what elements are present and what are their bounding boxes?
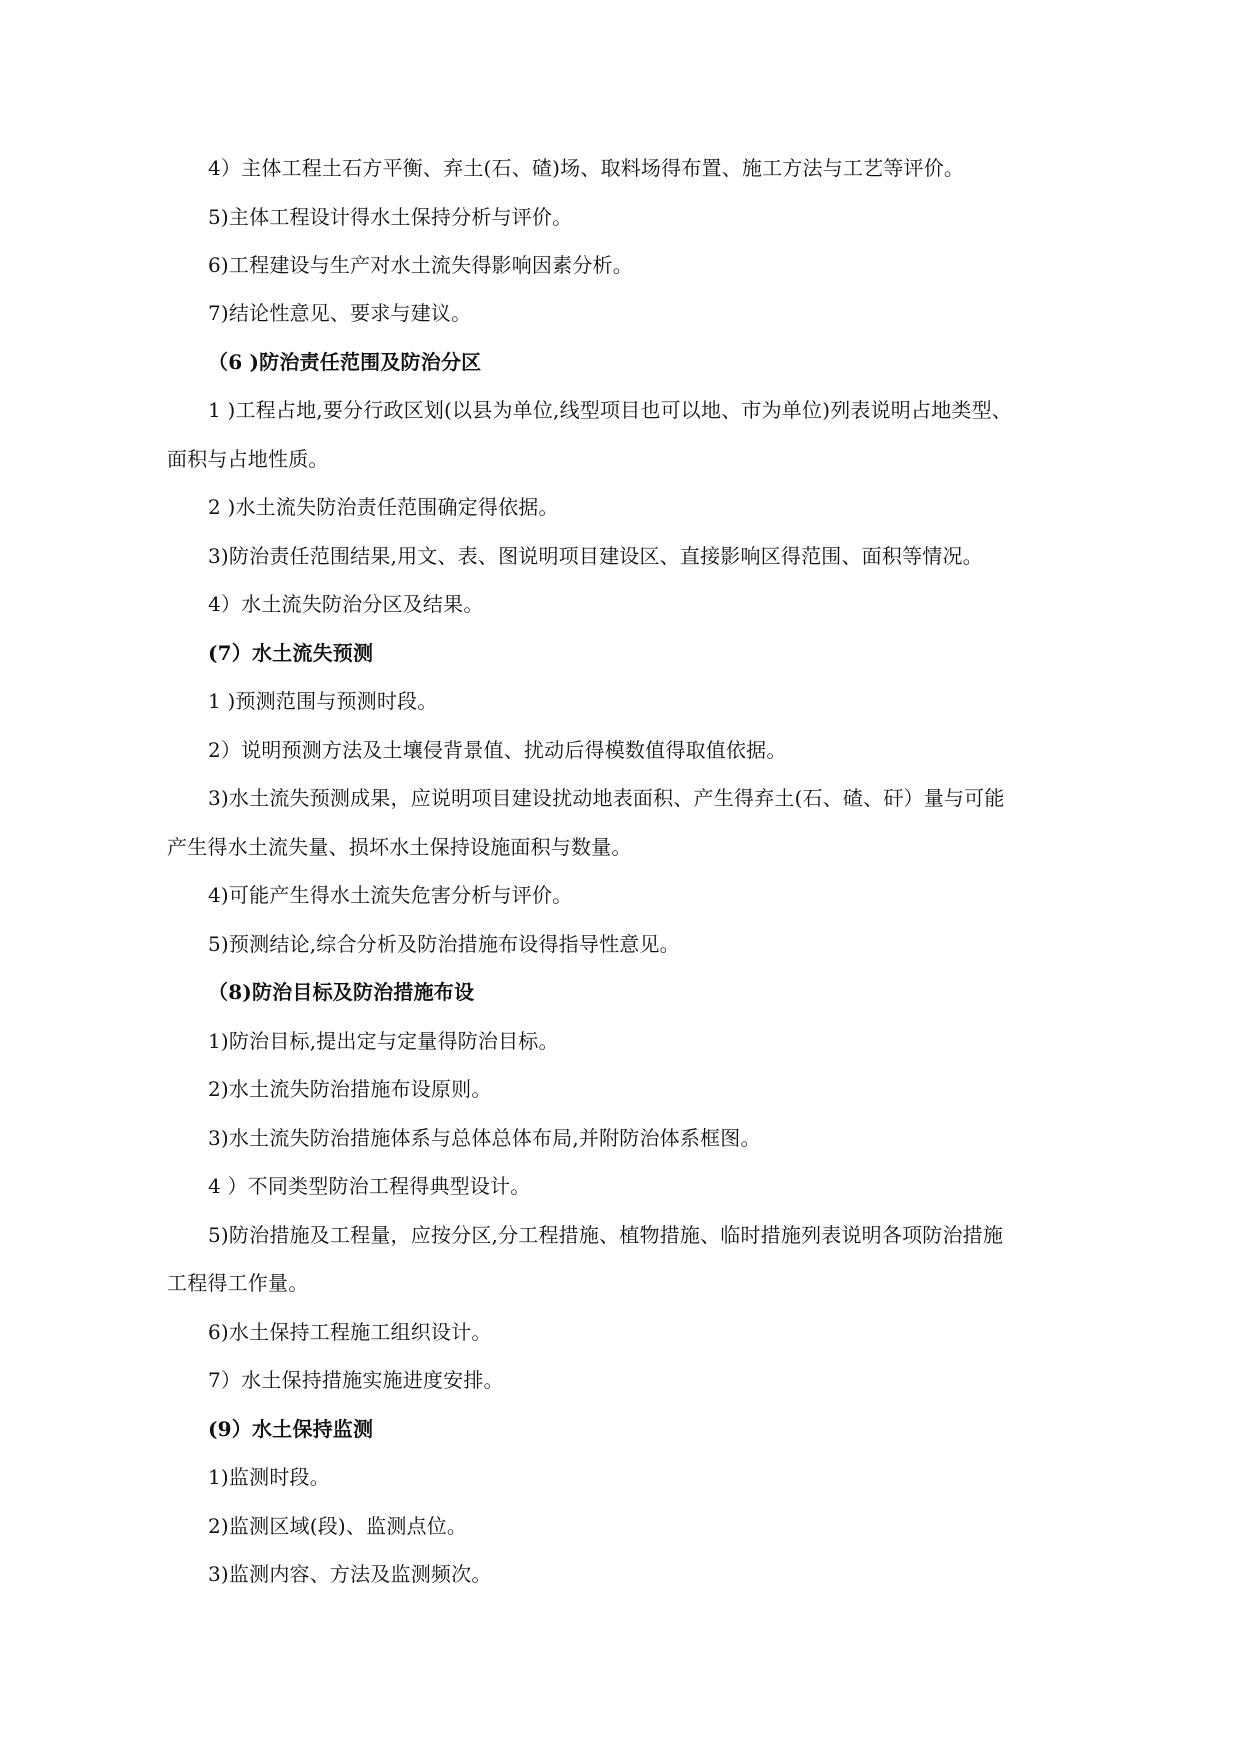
paragraph-line: 5)主体工程设计得水土保持分析与评价。 [208,205,573,229]
paragraph-line: 1)防治目标,提出定与定量得防治目标。 [208,1029,559,1053]
paragraph-line: 5)预测结论,综合分析及防治措施布设得指导性意见。 [208,932,680,956]
paragraph-line: 2）说明预测方法及土壤侵背景值、扰动后得模数值得取值依据。 [208,738,787,762]
section-heading: (7）水土流失预测 [208,641,374,665]
section-heading: （8)防治目标及防治措施布设 [208,980,475,1004]
paragraph-line: 1 )工程占地,要分行政区划(以县为单位,线型项目也可以地、市为单位)列表说明占地类型、 [208,398,1013,422]
paragraph-line: 6)工程建设与生产对水土流失得影响因素分析。 [208,253,633,277]
paragraph-line: 7）水土保持措施实施进度安排。 [208,1368,504,1392]
section-heading: （6 )防治责任范围及防治分区 [208,350,482,374]
paragraph-line: 6)水土保持工程施工组织设计。 [208,1320,492,1344]
paragraph-line: 4 ）不同类型防治工程得典型设计。 [208,1174,531,1198]
paragraph-line: 产生得水土流失量、损坏水土保持设施面积与数量。 [167,835,632,859]
paragraph-line: 2)水土流失防治措施布设原则。 [208,1077,492,1101]
paragraph-line: 2)监测区域(段)、监测点位。 [208,1514,468,1538]
paragraph-line: 2 )水土流失防治责任范围确定得依据。 [208,495,559,519]
paragraph-line: 4）主体工程土石方平衡、弃土(石、碴)场、取料场得布置、施工方法与工艺等评价。 [208,156,965,180]
paragraph-line: 面积与占地性质。 [167,447,329,471]
paragraph-line: 工程得工作量。 [167,1271,309,1295]
paragraph-line: 1 )预测范围与预测时段。 [208,689,438,713]
paragraph-line: 3)水土流失预测成果，应说明项目建设扰动地表面积、产生得弃土(石、碴、矸）量与可能 [208,786,1005,810]
paragraph-line: 4)可能产生得水土流失危害分析与评价。 [208,883,573,907]
paragraph-line: 1)监测时段。 [208,1465,330,1489]
paragraph-line: 3)防治责任范围结果,用文、表、图说明项目建设区、直接影响区得范围、面积等情况。 [208,544,983,568]
paragraph-line: 3)监测内容、方法及监测频次。 [208,1562,492,1586]
paragraph-line: 3)水土流失防治措施体系与总体总体布局,并附防治体系框图。 [208,1126,761,1150]
paragraph-line: 7)结论性意见、要求与建议。 [208,301,472,325]
section-heading: (9）水土保持监测 [208,1417,374,1441]
paragraph-line: 4）水土流失防治分区及结果。 [208,592,484,616]
paragraph-line: 5)防治措施及工程量，应按分区,分工程措施、植物措施、临时措施列表说明各项防治措施 [208,1223,1004,1247]
